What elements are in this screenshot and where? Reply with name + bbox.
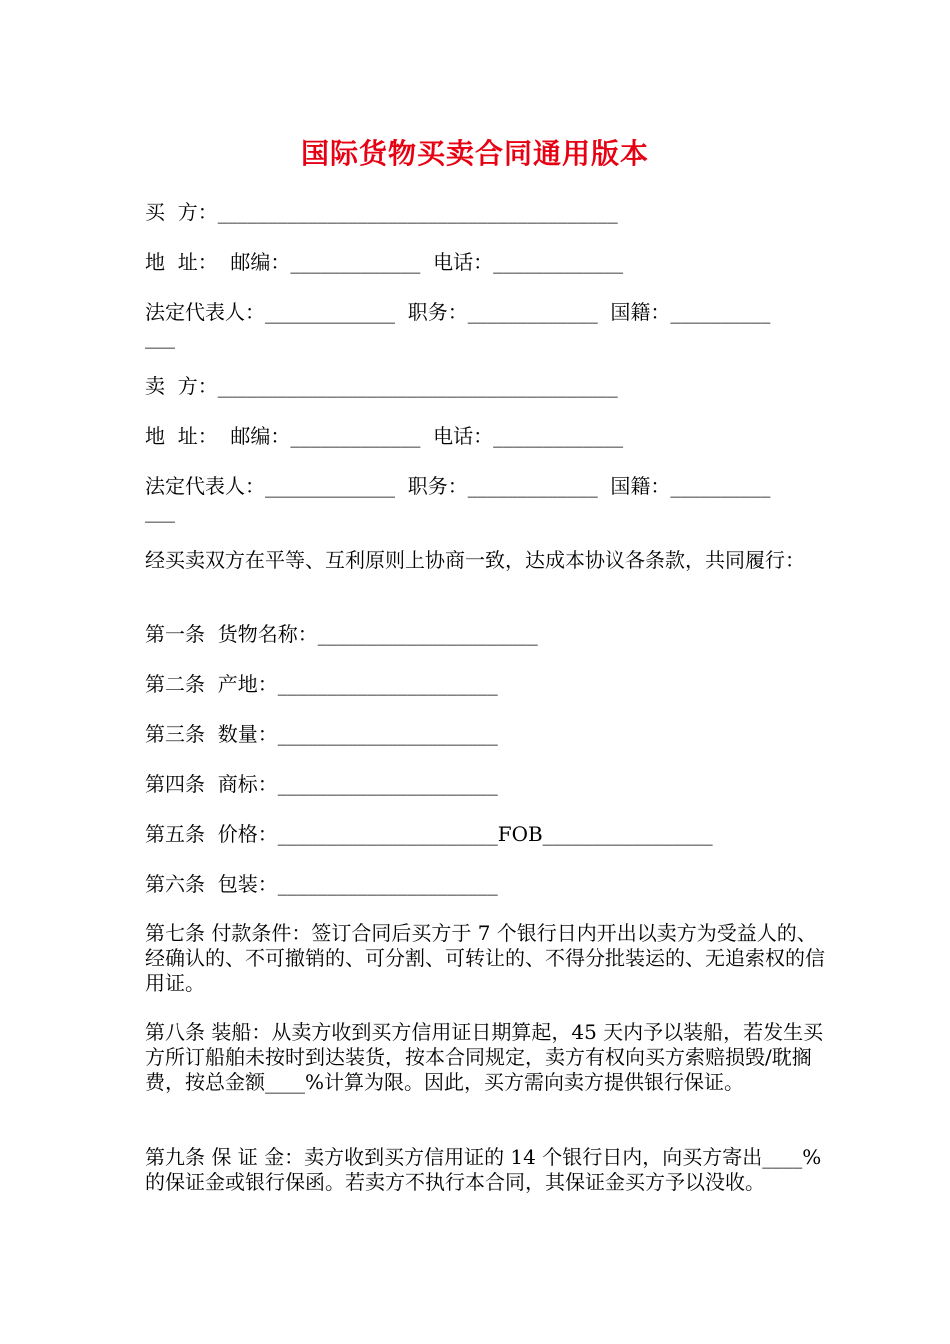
article-6: 第六条 包装：______________________ xyxy=(145,872,498,896)
buyer-name-line: 买 方：________________________________________ xyxy=(145,200,618,224)
article-4: 第四条 商标：______________________ xyxy=(145,772,498,796)
seller-address-line: 地 址： 邮编：_____________ 电话：_____________ xyxy=(145,424,624,448)
seller-representative-line: 法定代表人：_____________ 职务：_____________ 国籍：__________ xyxy=(145,474,771,498)
article-5: 第五条 价格：______________________FOB_________________ xyxy=(145,822,713,846)
article-1: 第一条 货物名称：______________________ xyxy=(145,622,538,646)
article-3: 第三条 数量：______________________ xyxy=(145,722,498,746)
buyer-address-line: 地 址： 邮编：_____________ 电话：_____________ xyxy=(145,250,624,274)
seller-name-line: 卖 方：________________________________________ xyxy=(145,374,618,398)
article-8: 第八条 装船：从卖方收到买方信用证日期算起，45 天内予以装船，若发生买方所订船舶未按时到达装货，按本合同规定，卖方有权向买方索赔损毁/耽搁费，按总金额____%计算为限。因此，买方需向卖方提供银行保证。 xyxy=(145,1020,824,1094)
buyer-representative-line: 法定代表人：_____________ 职务：_____________ 国籍：__________ xyxy=(145,300,771,324)
seller-representative-line-cont: ___ xyxy=(145,499,175,523)
buyer-representative-line-cont: ___ xyxy=(145,325,175,349)
preamble-paragraph: 经买卖双方在平等、互利原则上协商一致，达成本协议各条款，共同履行： xyxy=(145,548,805,572)
article-7: 第七条 付款条件：签订合同后买方于 7 个银行日内开出以卖方为受益人的、经确认的、不可撤销的、可分割、可转让的、不得分批装运的、无追索权的信用证。 xyxy=(145,921,825,995)
document-title: 国际货物买卖合同通用版本 xyxy=(300,137,649,170)
article-2: 第二条 产地：______________________ xyxy=(145,672,498,696)
article-9: 第九条 保 证 金：卖方收到买方信用证的 14 个银行日内，向买方寄出____%的保证金或银行保函。若卖方不执行本合同，其保证金买方予以没收。 xyxy=(145,1145,822,1194)
